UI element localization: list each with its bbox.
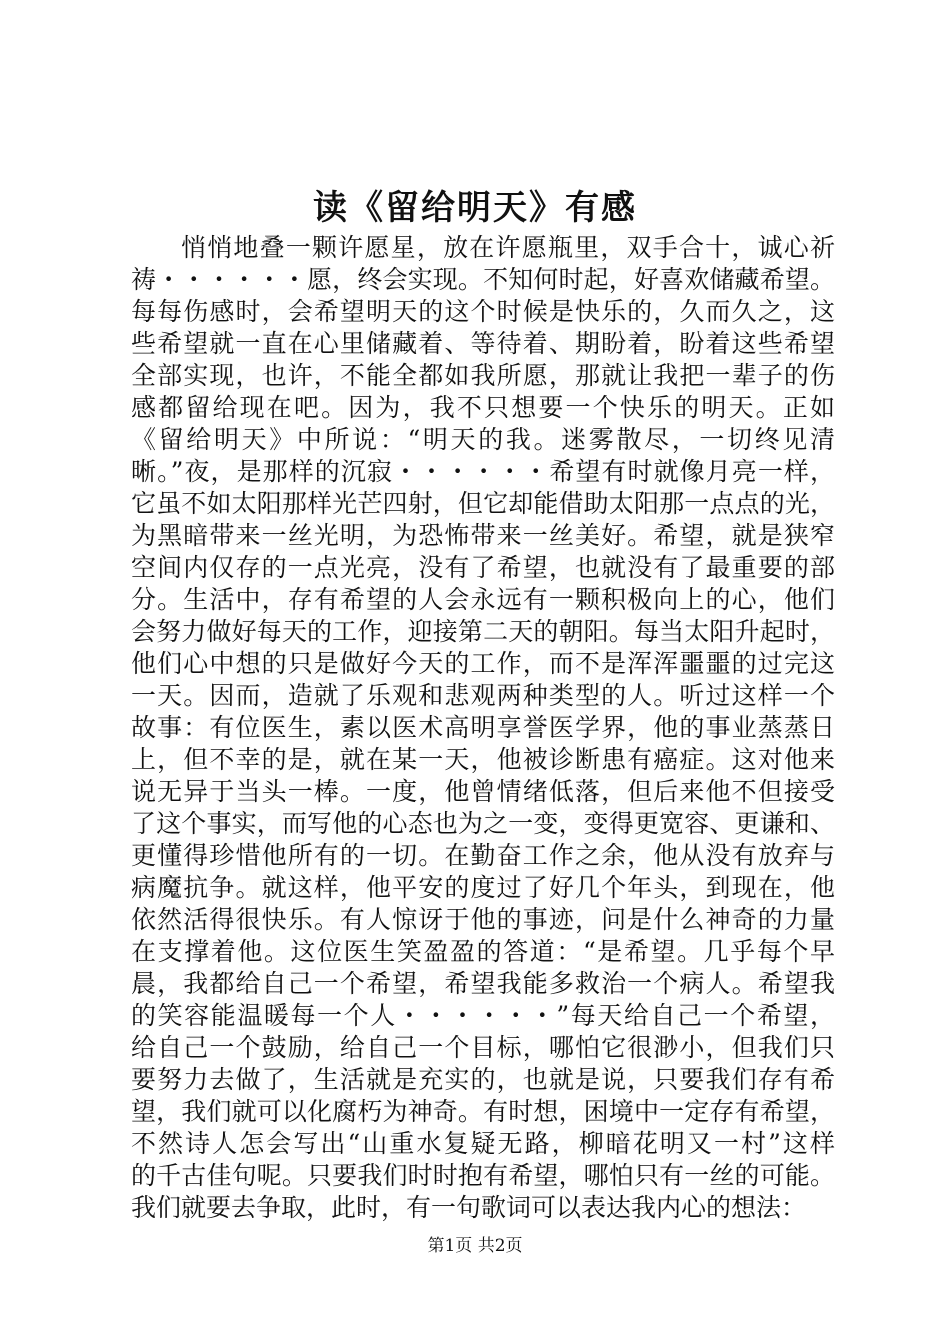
page-footer: 第1页 共2页 [427,1236,523,1256]
text-line: 它虽不如太阳那样光芒四射，但它却能借助太阳那一点点的光， [131,489,835,518]
text-line: 望，我们就可以化腐朽为神奇。有时想，困境中一定存有希望， [131,1097,835,1126]
text-line: 我们就要去争取，此时，有一句歌词可以表达我内心的想法： [131,1193,807,1222]
text-line: 不然诗人怎会写出“山重水复疑无路，柳暗花明又一村”这样 [131,1129,835,1158]
text-line: 些希望就一直在心里储藏着、等待着、期盼着，盼着这些希望 [131,329,835,358]
text-line: 要努力去做了，生活就是充实的，也就是说，只要我们存有希 [131,1065,835,1094]
text-line: 给自己一个鼓励，给自己一个目标，哪怕它很渺小，但我们只 [131,1033,835,1062]
text-line: 说无异于当头一棒。一度，他曾情绪低落，但后来他不但接受 [131,777,835,806]
text-line: 依然活得很快乐。有人惊讶于他的事迹，问是什么神奇的力量 [131,905,835,934]
text-line: 空间内仅存的一点光亮，没有了希望，也就没有了最重要的部 [131,553,835,582]
document-title: 读《留给明天》有感 [313,188,637,228]
text-line: 为黑暗带来一丝光明，为恐怖带来一丝美好。希望，就是狭窄 [131,521,835,550]
text-line: 上，但不幸的是，就在某一天，他被诊断患有癌症。这对他来 [131,745,835,774]
text-line: 感都留给现在吧。因为，我不只想要一个快乐的明天。正如 [131,393,835,422]
text-line: 故事：有位医生，素以医术高明享誉医学界，他的事业蒸蒸日 [131,713,835,742]
text-line: 会努力做好每天的工作，迎接第二天的朝阳。每当太阳升起时， [131,617,835,646]
text-line: 病魔抗争。就这样，他平安的度过了好几个年头，到现在，他 [131,873,835,902]
text-line: 的笑容能温暖每一个人・・・・・・”每天给自己一个希望， [131,1001,835,1030]
text-line: 一天。因而，造就了乐观和悲观两种类型的人。听过这样一个 [131,681,835,710]
text-line: 晨，我都给自己一个希望，希望我能多救治一个病人。希望我 [131,969,835,998]
document-body [131,232,835,1224]
text-line: 每每伤感时，会希望明天的这个时候是快乐的，久而久之，这 [131,297,835,326]
text-line: 晰。”夜，是那样的沉寂・・・・・・希望有时就像月亮一样， [131,457,835,486]
text-line: 在支撑着他。这位医生笑盈盈的答道：“是希望。几乎每个早 [131,937,835,966]
text-line: 祷・・・・・・愿，终会实现。不知何时起，好喜欢储藏希望。 [131,265,835,294]
text-line: 他们心中想的只是做好今天的工作，而不是浑浑噩噩的过完这 [131,649,835,678]
text-line: 悄悄地叠一颗许愿星，放在许愿瓶里，双手合十，诚心祈 [181,233,835,262]
text-line: 的千古佳句呢。只要我们时时抱有希望，哪怕只有一丝的可能。 [131,1161,835,1190]
text-line: 了这个事实，而写他的心态也为之一变，变得更宽容、更谦和、 [131,809,835,838]
text-line: 更懂得珍惜他所有的一切。在勤奋工作之余，他从没有放弃与 [131,841,835,870]
text-line: 全部实现，也许，不能全都如我所愿，那就让我把一辈子的伤 [131,361,835,390]
text-line: 分。生活中，存有希望的人会永远有一颗积极向上的心，他们 [131,585,835,614]
text-line: 《留给明天》中所说：“明天的我。迷雾散尽，一切终见清 [131,425,835,454]
